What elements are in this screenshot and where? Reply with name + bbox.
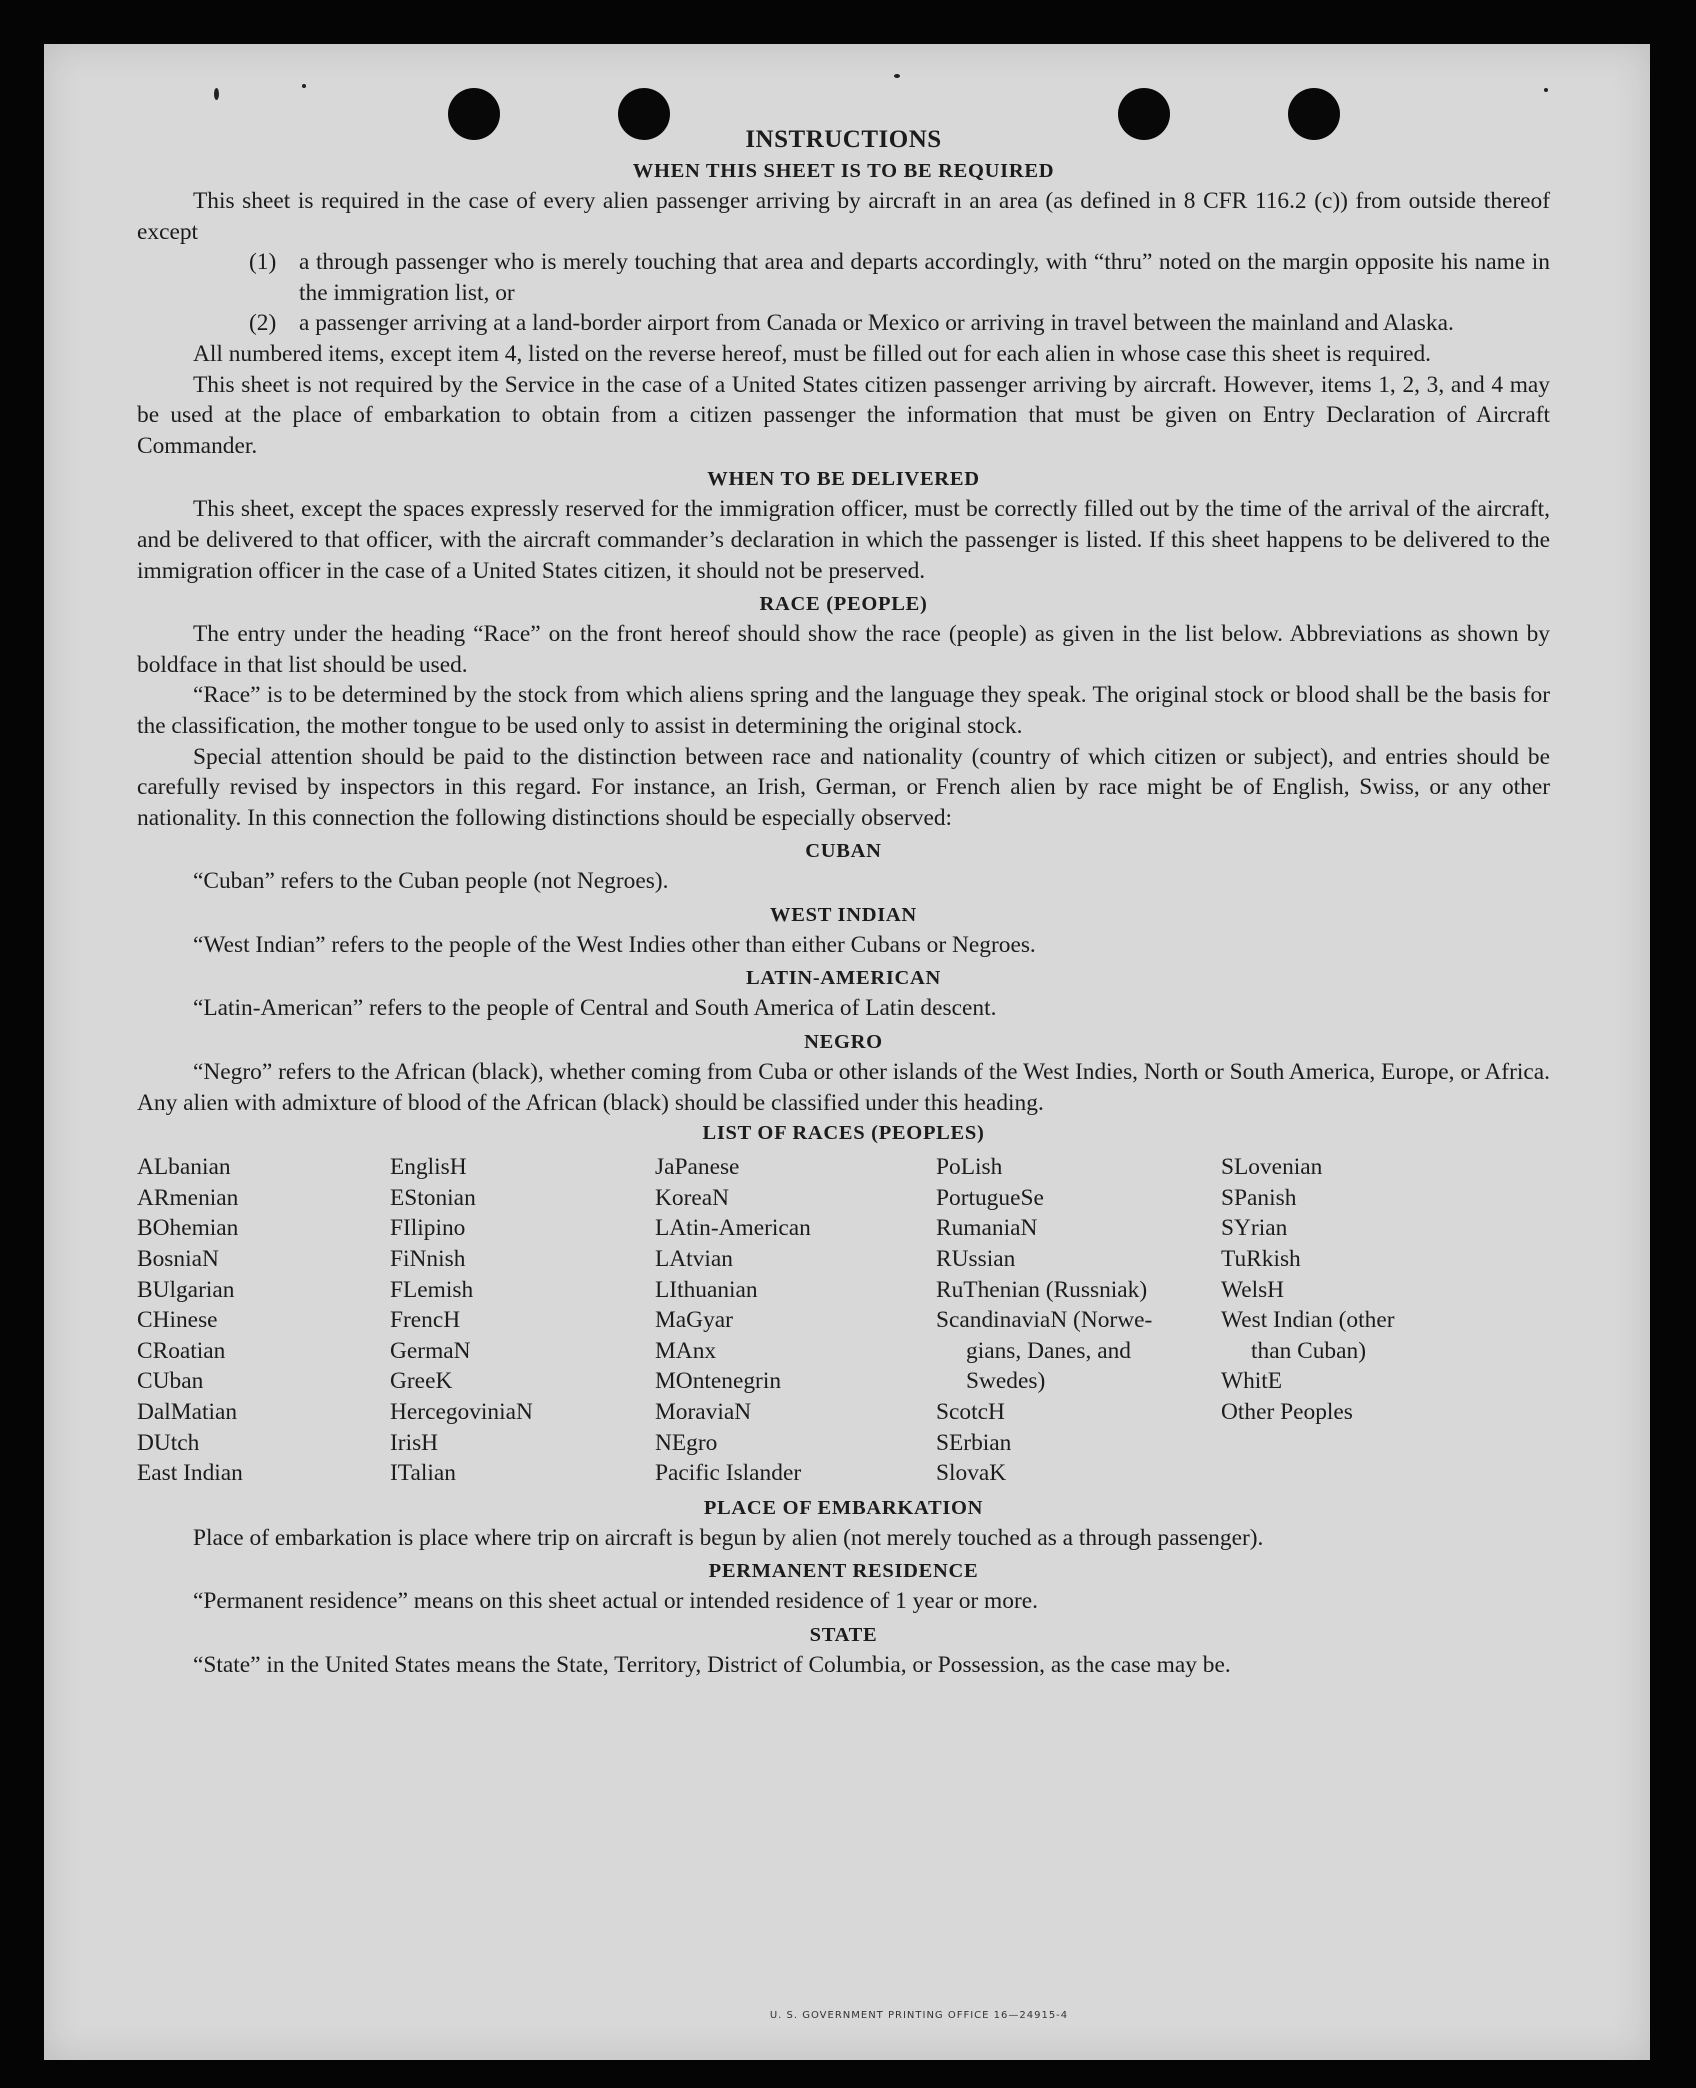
paper-speck	[214, 88, 219, 100]
race-entry: JaPanese	[655, 1154, 740, 1181]
race-entry: BosniaN	[137, 1246, 219, 1273]
race-column	[655, 1152, 936, 1489]
race-entry: EnglisH	[390, 1154, 467, 1181]
race-entry: RUssian	[936, 1246, 1016, 1273]
race-entry: gians, Danes, and	[966, 1337, 1131, 1364]
item-number: (2)	[249, 310, 277, 337]
race-entry: MoraviaN	[655, 1399, 752, 1425]
section-heading: WHEN THIS SHEET IS TO BE REQUIRED	[632, 160, 1055, 182]
race-entry: CUban	[137, 1368, 204, 1395]
race-entry: MAnx	[655, 1337, 717, 1364]
section-heading: NEGRO	[804, 1031, 883, 1054]
race-entry: ALbanian	[137, 1154, 231, 1181]
definition-text: “Latin-American” refers to the people of Central and South America of Latin descent.	[193, 995, 997, 1022]
paragraph: This sheet is not required by the Service in the case of a United States citizen passenger arriving by aircraft. However, items 1, 2, 3, and 4 may be used at the place of embarkation to obtain from a citizen passenger the information that must be given on Entry Declaration of Aircraft Commander.	[137, 371, 1550, 459]
race-entry: ScotcH	[936, 1399, 1005, 1425]
race-entry: BOhemian	[137, 1215, 239, 1242]
race-entry: ScandinaviaN (Norwe-	[936, 1307, 1153, 1334]
section-heading: STATE	[809, 1623, 878, 1646]
paragraph: “Race” is to be determined by the stock from which aliens spring and the language they speak. The original stock or blood shall be the basis for the classification, the mother tongue to be used only to assist in determining the original stock.	[137, 682, 1550, 739]
race-entry: SYrian	[1221, 1215, 1288, 1242]
race-entry: FiNnish	[390, 1246, 466, 1273]
race-entry: GermaN	[390, 1337, 471, 1364]
race-entry: Pacific Islander	[655, 1460, 802, 1487]
paper-speck	[302, 84, 306, 88]
race-entry: IrisH	[390, 1429, 439, 1456]
race-entry: PoLish	[936, 1154, 1003, 1181]
race-entry: ARmenian	[137, 1184, 239, 1211]
race-entry: East Indian	[137, 1460, 243, 1487]
section-heading: LATIN-AMERICAN	[745, 967, 942, 990]
section-heading: PERMANENT RESIDENCE	[708, 1560, 979, 1583]
race-entry: SPanish	[1221, 1184, 1297, 1211]
race-column	[137, 1152, 390, 1489]
paper-speck	[894, 74, 900, 78]
printer-imprint: U. S. GOVERNMENT PRINTING OFFICE 16—24915-4	[769, 2010, 1069, 2021]
race-entry: MaGyar	[655, 1307, 733, 1334]
section-heading: RACE (PEOPLE)	[759, 593, 928, 616]
race-entry: FIlipino	[390, 1215, 466, 1242]
definition-text: “West Indian” refers to the people of the West Indies other than either Cubans or Negroes.	[193, 931, 1036, 958]
race-entry: LAtin-American	[655, 1215, 811, 1242]
section-heading: WHEN TO BE DELIVERED	[707, 468, 980, 491]
race-entry: DalMatian	[137, 1399, 238, 1425]
list-item	[249, 308, 1550, 339]
section-heading: LIST OF RACES (PEOPLES)	[702, 1122, 985, 1145]
paragraph: The entry under the heading “Race” on the front hereof should show the race (people) as given in the list below. Abbreviations as shown by boldface in that list should be used.	[137, 621, 1550, 678]
definition-text: “Cuban” refers to the Cuban people (not Negroes).	[193, 868, 669, 895]
list-item	[249, 247, 1550, 308]
race-entry: LAtvian	[655, 1246, 733, 1273]
race-list	[137, 1152, 1550, 1489]
race-column	[936, 1152, 1221, 1489]
document-sheet	[44, 44, 1650, 2060]
race-entry: SErbian	[936, 1429, 1012, 1456]
race-entry: RumaniaN	[936, 1215, 1038, 1242]
race-entry: GreeK	[390, 1368, 453, 1395]
paragraph: Special attention should be paid to the distinction between race and nationality (country of which citizen or subject), and entries should be carefully revised by inspectors in this regard. For instance, an Irish, German, or French alien by race might be of English, Swiss, or any other nationality. In this connection the following distinctions should be especially observed:	[137, 743, 1550, 831]
paragraph: Place of embarkation is place where trip on aircraft is begun by alien (not merely touched as a through passenger).	[193, 1524, 1264, 1551]
race-entry: ITalian	[390, 1460, 456, 1487]
race-entry: FLemish	[390, 1276, 474, 1303]
race-entry: WhitE	[1221, 1368, 1283, 1395]
race-entry: WelsH	[1221, 1276, 1285, 1303]
race-column	[1221, 1152, 1481, 1489]
item-text: a passenger arriving at a land-border airport from Canada or Mexico or arriving in travel between the mainland and Alaska.	[299, 310, 1454, 337]
race-entry: EStonian	[390, 1184, 476, 1211]
race-entry: FrencH	[390, 1307, 461, 1334]
race-entry: SLovenian	[1221, 1154, 1323, 1181]
race-column	[390, 1152, 655, 1489]
race-entry: PortugueSe	[936, 1184, 1044, 1211]
paragraph: This sheet, except the spaces expressly reserved for the immigration officer, must be correctly filled out by the time of the arrival of the aircraft, and be delivered to that officer, with the aircraft commander’s declaration in which the passenger is listed. If this sheet happens to be delivered to the immigration officer in the case of a United States citizen, it should not be preserved.	[137, 496, 1550, 584]
paragraph: “Permanent residence” means on this sheet actual or intended residence of 1 year or more.	[193, 1588, 1038, 1615]
item-text: a through passenger who is merely touching that area and departs accordingly, with “thru” noted on the margin opposite his name in the immigration list, or	[299, 249, 1550, 306]
race-entry: CRoatian	[137, 1337, 226, 1364]
paragraph: “State” in the United States means the State, Territory, District of Columbia, or Possession, as the case may be.	[193, 1651, 1231, 1678]
item-number: (1)	[249, 249, 277, 276]
race-entry: Swedes)	[966, 1368, 1046, 1395]
section-heading: PLACE OF EMBARKATION	[703, 1496, 984, 1519]
race-entry: MOntenegrin	[655, 1368, 782, 1395]
race-entry: Other Peoples	[1221, 1399, 1353, 1425]
race-entry: RuThenian (Russniak)	[936, 1276, 1148, 1303]
section-heading: CUBAN	[805, 840, 882, 863]
race-entry: LIthuanian	[655, 1276, 758, 1303]
page-title: INSTRUCTIONS	[745, 126, 942, 153]
race-entry: DUtch	[137, 1429, 200, 1456]
instructions-body	[137, 124, 1550, 1681]
race-entry: West Indian (other	[1221, 1307, 1395, 1334]
race-entry: KoreaN	[655, 1184, 730, 1211]
definition-text: “Negro” refers to the African (black), whether coming from Cuba or other islands of the West Indies, North or South America, Europe, or Africa. Any alien with admixture of blood of the African (black) should be classified under this heading.	[137, 1059, 1550, 1116]
paper-speck	[1544, 88, 1548, 92]
paragraph: This sheet is required in the case of every alien passenger arriving by aircraft in an area (as defined in 8 CFR 116.2 (c)) from outside thereof except	[137, 188, 1550, 245]
race-entry: TuRkish	[1221, 1246, 1301, 1273]
race-entry: CHinese	[137, 1307, 218, 1334]
paragraph: All numbered items, except item 4, listed on the reverse hereof, must be filled out for each alien in whose case this sheet is required.	[193, 340, 1432, 367]
race-entry: HercegoviniaN	[390, 1399, 533, 1425]
race-entry: SlovaK	[936, 1460, 1007, 1487]
race-entry: NEgro	[655, 1429, 718, 1456]
section-heading: WEST INDIAN	[770, 903, 917, 926]
race-entry: than Cuban)	[1251, 1337, 1366, 1364]
race-entry: BUlgarian	[137, 1276, 235, 1303]
